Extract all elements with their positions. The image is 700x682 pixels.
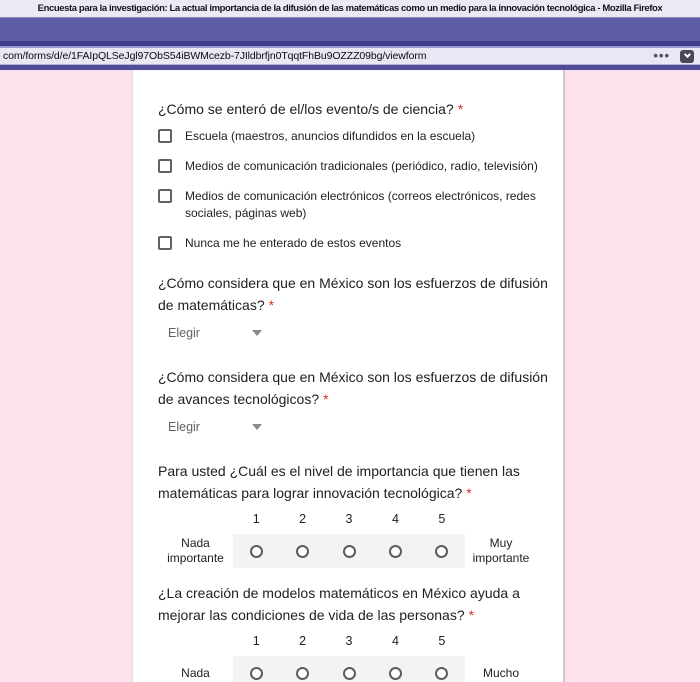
checkbox-option-label: Medios de comunicación tradicionales (periódico, radio, televisión) (185, 159, 538, 173)
checkbox-icon[interactable] (158, 129, 172, 143)
form-page-background (0, 70, 700, 682)
checkbox-option-label: Nunca me he enterado de estos eventos (185, 236, 402, 250)
radio-icon (343, 667, 356, 680)
form-card (132, 70, 565, 682)
dropdown-elegir[interactable] (168, 326, 262, 340)
radio-icon (389, 667, 402, 680)
radio-button-1[interactable] (233, 667, 279, 680)
checkbox-option-medios-electronicos[interactable] (158, 188, 557, 222)
checkbox-option-nunca[interactable] (158, 235, 557, 252)
scale-numbers: 1 2 3 4 5 (252, 512, 446, 526)
required-asterisk: * (268, 297, 275, 313)
required-asterisk: * (457, 101, 464, 117)
radio-icon (343, 545, 356, 558)
dropdown-value: Elegir (168, 420, 200, 434)
question-difusion-matematicas (158, 272, 557, 342)
scale-radio-row (233, 534, 465, 568)
dropdown-elegir[interactable] (168, 420, 262, 434)
scale-low-label: Nada (181, 665, 210, 680)
radio-button-5[interactable] (419, 667, 465, 680)
scale-low-label: Nada importante (167, 536, 224, 565)
checkbox-icon[interactable] (158, 189, 172, 203)
question-modelos-matematicos (158, 582, 557, 682)
radio-icon (296, 667, 309, 680)
scale-radio-row (233, 656, 465, 682)
radio-button-4[interactable] (372, 667, 418, 680)
radio-icon (435, 545, 448, 558)
scale-numbers: 1 2 3 4 5 (252, 634, 446, 648)
dropdown-arrow-icon (252, 424, 262, 430)
question-title: ¿Cómo considera que en México son los esfuerzos de difusión de avances tecnológicos? * (158, 369, 548, 407)
checkbox-option-escuela[interactable] (158, 128, 557, 145)
checkbox-option-medios-tradicionales[interactable] (158, 158, 557, 175)
chevron-badge-icon[interactable] (680, 50, 694, 63)
radio-button-3[interactable] (326, 545, 372, 558)
radio-button-2[interactable] (279, 667, 325, 680)
checkbox-option-label: Medios de comunicación electrónicos (correos electrónicos, redes sociales, páginas web) (185, 189, 536, 220)
question-title: ¿Cómo se enteró de el/los evento/s de ciencia? * (158, 101, 464, 117)
radio-button-4[interactable] (372, 545, 418, 558)
question-title: Para usted ¿Cuál es el nivel de importancia que tienen las matemáticas para lograr innovación tecnológica? * (158, 463, 520, 501)
dropdown-value: Elegir (168, 326, 200, 340)
radio-button-1[interactable] (233, 545, 279, 558)
page-actions-icon[interactable]: ••• (653, 48, 670, 63)
tab-bar (0, 17, 700, 41)
url-text[interactable]: com/forms/d/e/1FAIpQLSeJgl97ObS54iBWMcezb-7JIldbrfjn0TqqtFhBu9OZZZ09bg/viewform (3, 50, 427, 62)
chevron-down-icon (683, 51, 690, 58)
question-title: ¿Cómo considera que en México son los esfuerzos de difusión de matemáticas? * (158, 275, 548, 313)
question-difusion-tecnologia (158, 366, 557, 436)
scale-grid (233, 512, 465, 568)
radio-button-5[interactable] (419, 545, 465, 558)
required-asterisk: * (323, 391, 329, 407)
checkbox-icon[interactable] (158, 236, 172, 250)
scale-grid (233, 634, 465, 682)
url-bar[interactable] (0, 48, 700, 64)
scale-high-label: Muy importante (472, 536, 530, 565)
required-asterisk: * (466, 485, 472, 501)
window-titlebar (0, 0, 700, 17)
dropdown-arrow-icon (252, 330, 262, 336)
checkbox-option-label: Escuela (maestros, anuncios difundidos en la escuela) (185, 129, 476, 143)
radio-icon (250, 667, 263, 680)
question-title: ¿La creación de modelos matemáticos en México ayuda a mejorar las condiciones de vida de las personas? * (158, 585, 520, 623)
radio-icon (389, 545, 402, 558)
linear-scale (158, 512, 557, 568)
question-importancia-matematicas (158, 460, 557, 568)
radio-button-2[interactable] (279, 545, 325, 558)
question-science-events (158, 98, 557, 252)
radio-icon (250, 545, 263, 558)
required-asterisk: * (468, 607, 475, 623)
radio-icon (435, 667, 448, 680)
scale-high-label: Mucho (482, 665, 520, 680)
checkbox-icon[interactable] (158, 159, 172, 173)
window-title: Encuesta para la investigación: La actual importancia de la difusión de las matemáticas como un medio para la innovación tecnológica - Mozilla Firefox (37, 3, 663, 14)
linear-scale (158, 634, 557, 682)
checkbox-group (158, 128, 557, 252)
radio-button-3[interactable] (326, 667, 372, 680)
radio-icon (296, 545, 309, 558)
